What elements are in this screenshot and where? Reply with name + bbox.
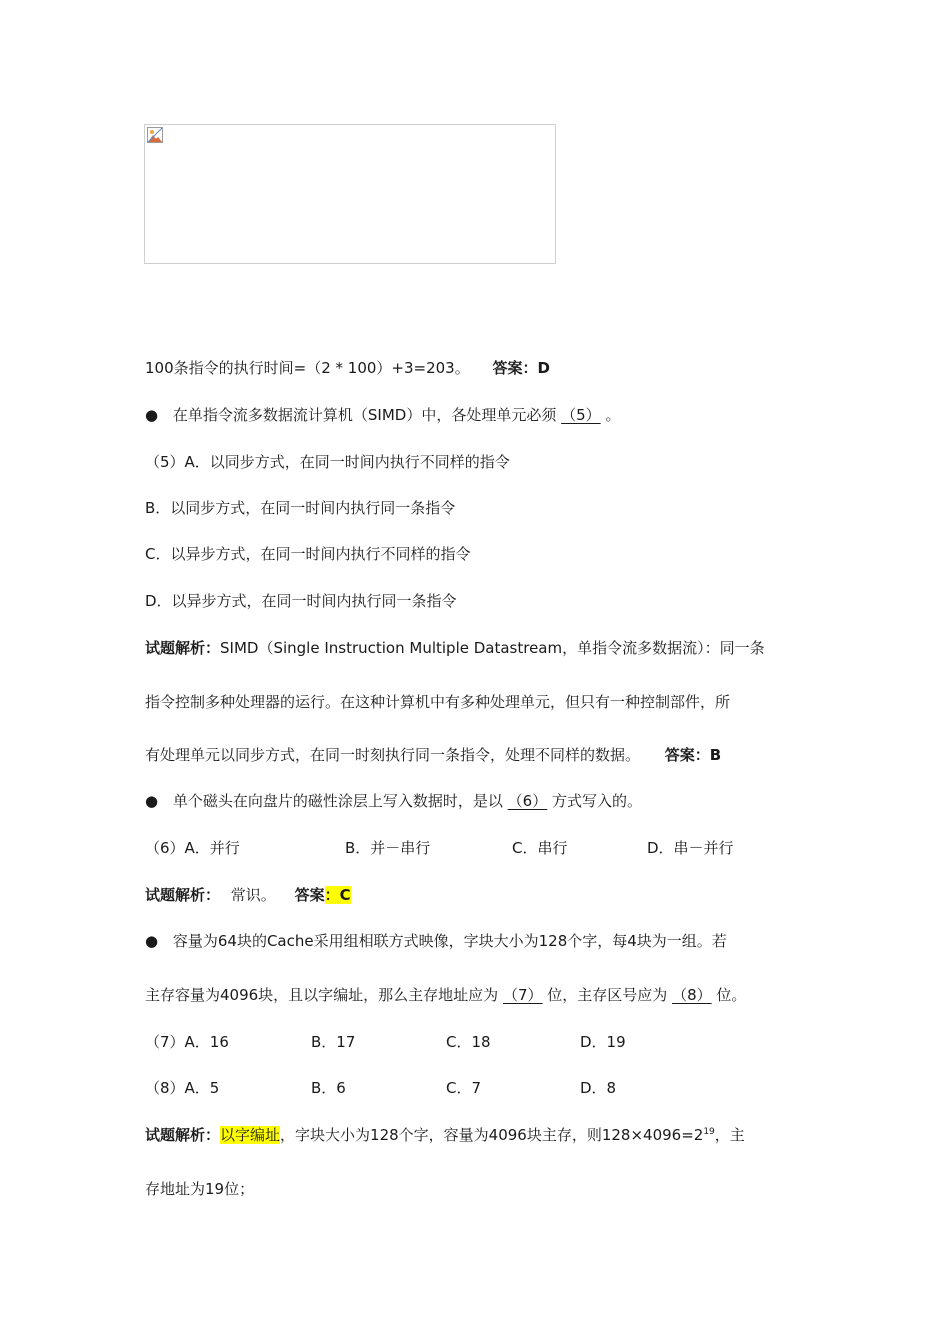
q5-blank: （5）	[561, 406, 601, 424]
q6-options	[145, 838, 845, 858]
q5-option-a: （5）A．以同步方式，在同一时间内执行不同样的指令	[145, 453, 510, 471]
q5-analysis-line-2: 指令控制多种处理器的运行。在这种计算机中有多种处理单元，但只有一种控制部件，所	[145, 693, 731, 711]
q7-analysis-text-1b: ，主	[714, 1126, 745, 1144]
q6-analysis	[145, 885, 351, 905]
calc-line	[145, 358, 550, 378]
q8-blank: （8）	[672, 986, 712, 1004]
q6-option-c: C．串行	[512, 839, 568, 857]
bullet-icon: ●	[145, 792, 159, 810]
q8-option-c: C．7	[446, 1079, 482, 1097]
broken-image	[144, 124, 556, 264]
q6-stem	[145, 791, 642, 811]
bullet-icon: ●	[145, 932, 159, 950]
q7-stem-text-2c: 位。	[716, 986, 747, 1004]
calc-text: 100条指令的执行时间=（2 * 100）+3=203。	[145, 359, 470, 377]
q7-stem-1	[145, 931, 727, 951]
q7-option-a: （7）A．16	[145, 1033, 229, 1051]
analysis-label: 试题解析：	[145, 639, 221, 657]
q6-option-d: D．串－并行	[647, 839, 734, 857]
q5-stem-end: 。	[605, 406, 621, 424]
q6-answer-value: ：C	[324, 886, 351, 904]
broken-image-icon	[147, 127, 163, 143]
q7-analysis-line-2: 存地址为19位；	[145, 1180, 255, 1198]
analysis-label: 试题解析：	[145, 1126, 221, 1144]
q6-blank: （6）	[507, 792, 548, 810]
q6-option-a: （6）A．并行	[145, 839, 240, 857]
q5-analysis-text-1: SIMD（Single Instruction Multiple Datastream，单指令流多数据流）：同一条	[220, 639, 765, 657]
q6-option-b: B．并－串行	[345, 839, 431, 857]
q5-analysis-line-1	[145, 638, 765, 658]
q8-option-d: D．8	[580, 1079, 617, 1097]
q7-analysis-line-1	[145, 1125, 745, 1145]
q5-stem-text: 在单指令流多数据流计算机（SIMD）中，各处理单元必须	[172, 406, 557, 424]
q8-options	[145, 1078, 845, 1098]
q7-stem-2	[145, 985, 746, 1005]
q5-option-d: D．以异步方式，在同一时间内执行同一条指令	[145, 592, 457, 610]
q7-analysis-text-1a: ，字块大小为128个字，容量为4096块主存，则128×4096=2	[280, 1126, 704, 1144]
q5-stem	[145, 405, 620, 425]
q5-option-b: B．以同步方式，在同一时间内执行同一条指令	[145, 499, 456, 517]
analysis-label: 试题解析：	[145, 886, 221, 904]
q7-stem-text-2a: 主存容量为4096块，且以字编址，那么主存地址应为	[145, 986, 499, 1004]
q6-answer-label: 答案	[294, 886, 325, 904]
q7-blank: （7）	[502, 986, 543, 1004]
q7-option-c: C．18	[446, 1033, 491, 1051]
q7-stem-text-1: 容量为64块的Cache采用组相联方式映像，字块大小为128个字，每4块为一组。若	[172, 932, 727, 950]
q6-stem-text: 单个磁头在向盘片的磁性涂层上写入数据时，是以	[172, 792, 503, 810]
q5-analysis-text-3: 有处理单元以同步方式，在同一时刻执行同一条指令，处理不同样的数据。	[145, 746, 641, 764]
q7-stem-text-2b: 位，主存区号应为	[547, 986, 668, 1004]
q5-option-c: C．以异步方式，在同一时间内执行不同样的指令	[145, 545, 471, 563]
q8-option-a: （8）A．5	[145, 1079, 220, 1097]
q7-analysis-highlight: 以字编址	[220, 1126, 281, 1144]
q6-analysis-text: 常识。	[230, 886, 276, 904]
q8-option-b: B．6	[311, 1079, 346, 1097]
calc-answer: 答案：D	[492, 359, 550, 377]
bullet-icon: ●	[145, 406, 159, 424]
q5-answer: 答案：B	[664, 746, 722, 764]
q6-stem-end: 方式写入的。	[552, 792, 643, 810]
q7-option-b: B．17	[311, 1033, 356, 1051]
q7-analysis-exponent: 19	[703, 1127, 715, 1137]
q7-options	[145, 1032, 845, 1052]
q5-analysis-line-3	[145, 745, 721, 765]
q7-option-d: D．19	[580, 1033, 626, 1051]
